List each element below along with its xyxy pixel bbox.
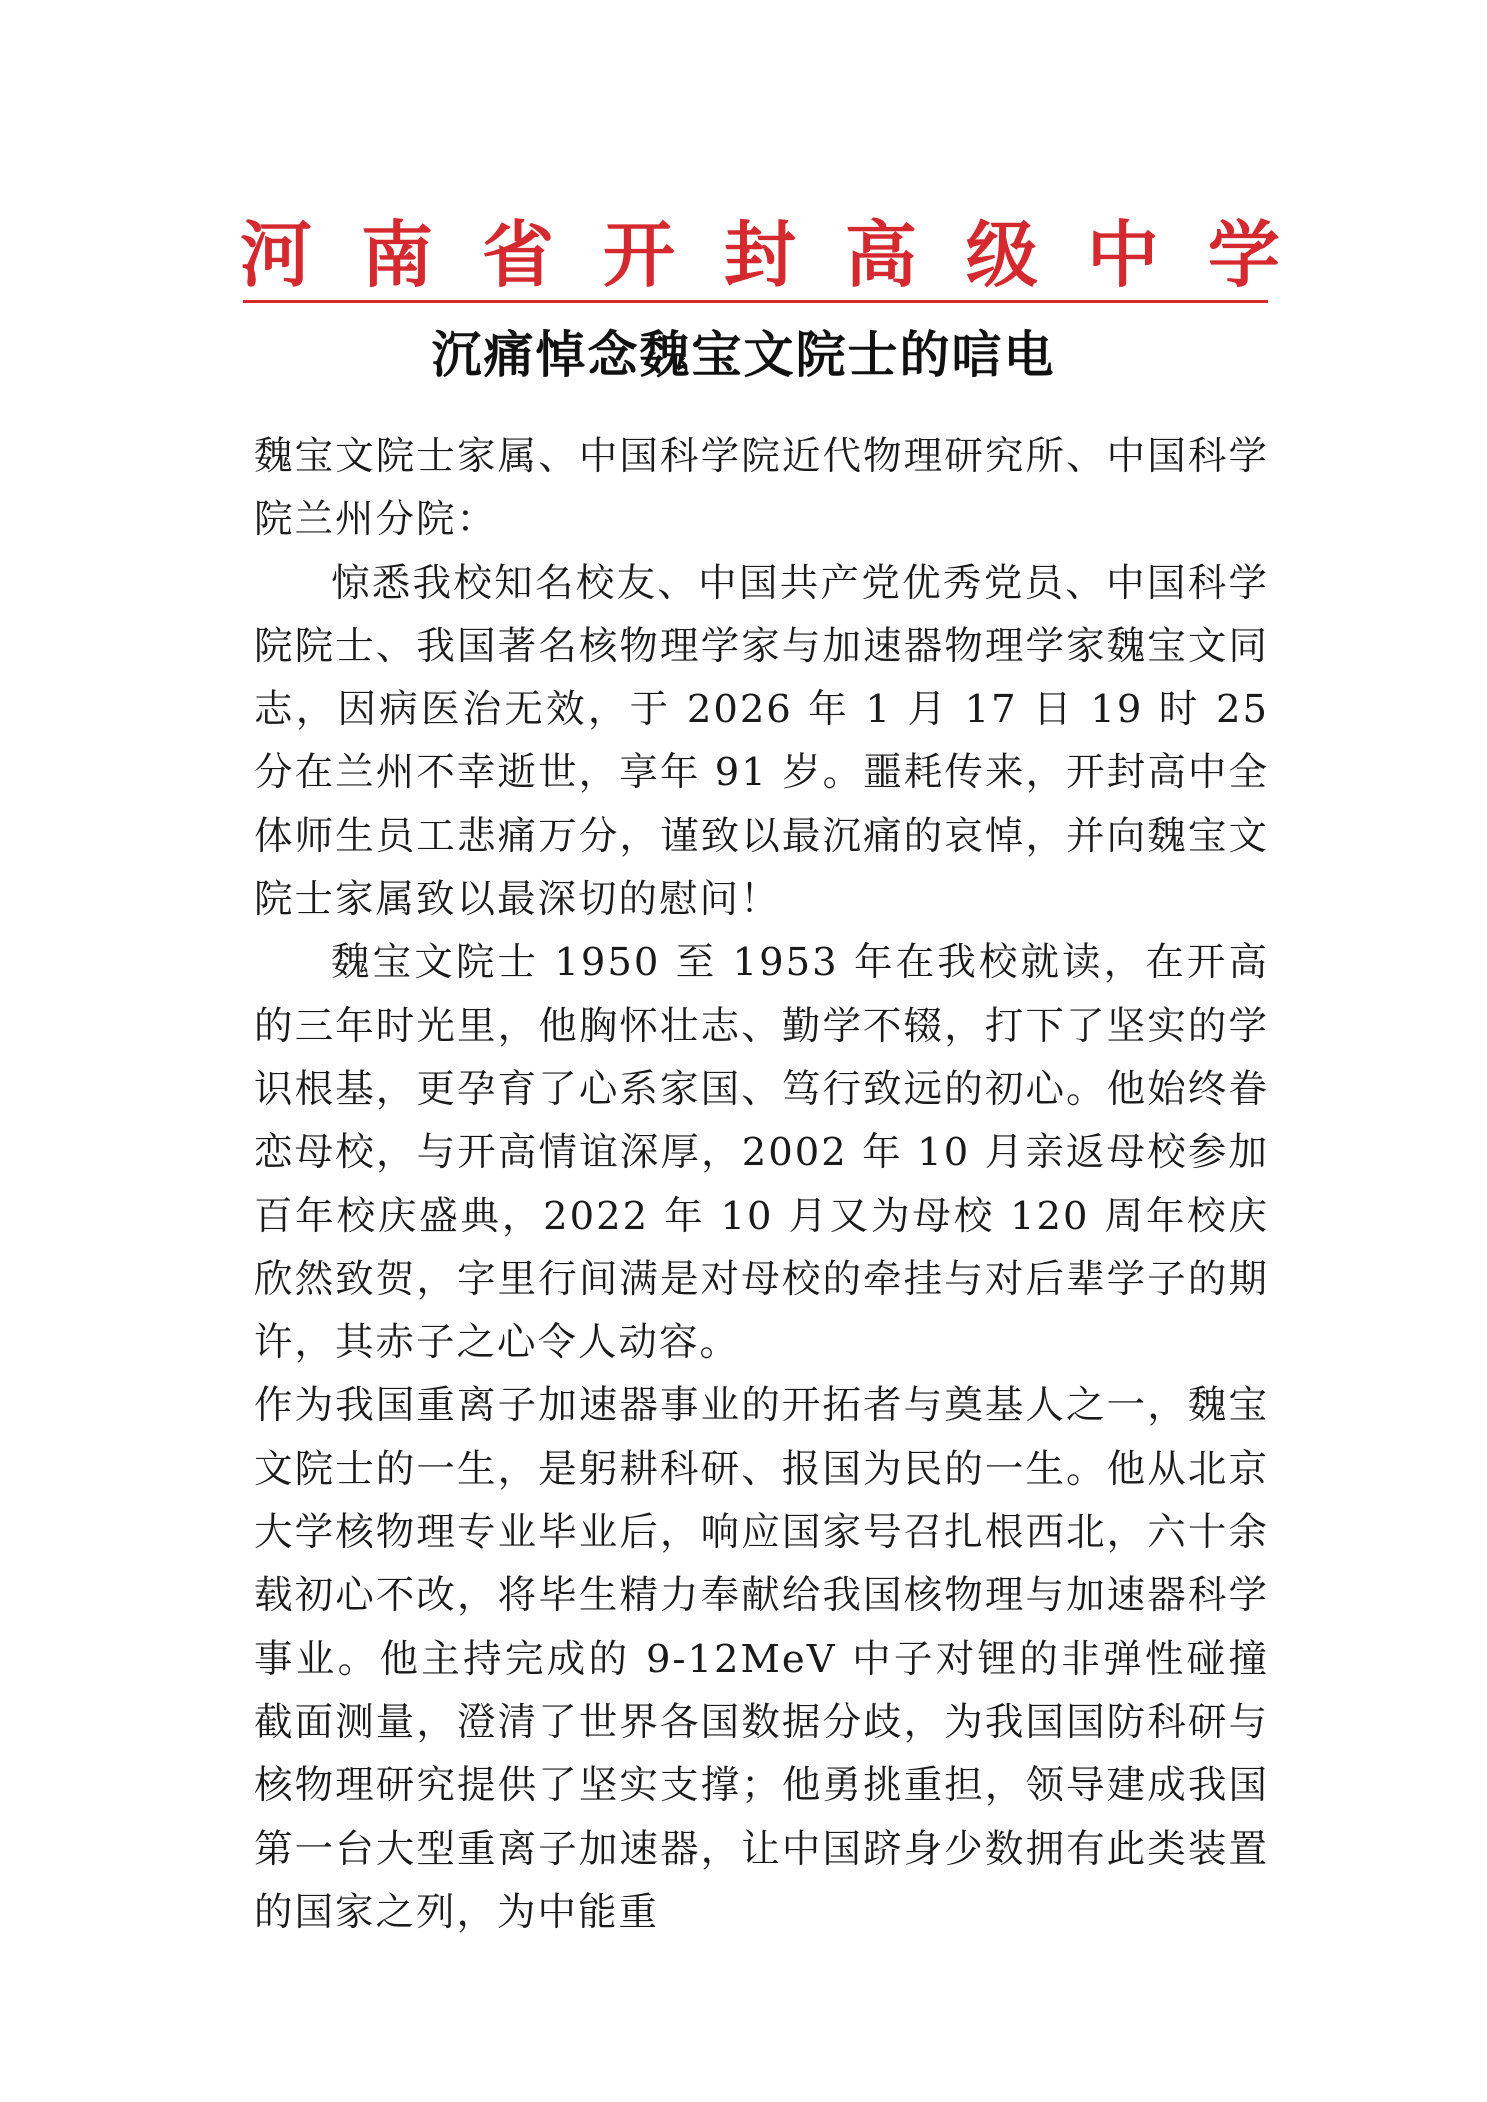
document-body bbox=[254, 425, 1269, 1944]
letterhead-red-rule bbox=[243, 300, 1268, 303]
letterhead-char: 高 bbox=[844, 213, 917, 297]
letterhead-char: 级 bbox=[965, 213, 1038, 297]
letterhead-char: 中 bbox=[1086, 213, 1159, 297]
document-title: 沉痛悼念魏宝文院士的唁电 bbox=[431, 326, 1056, 384]
letterhead-char: 省 bbox=[481, 213, 554, 297]
salutation: 魏宝文院士家属、中国科学院近代物理研究所、中国科学院兰州分院： bbox=[254, 434, 1269, 543]
letterhead-char: 封 bbox=[723, 213, 796, 297]
letterhead-char: 开 bbox=[602, 213, 675, 297]
body-paragraph: 作为我国重离子加速器事业的开拓者与奠基人之一，魏宝文院士的一生，是躬耕科研、报国为民的一生。他从北京大学核物理专业毕业后，响应国家号召扎根西北，六十余载初心不改，将毕生精力奉献给我国核物理与加速器科学事业。他主持完成的 9-12MeV 中子对锂的非弹性碰撞截面测量，澄清了世界各国数据分歧，为我国国防科研与核物理研究提供了坚实支撑；他勇挑重担，领导建成我国第一台大型重离子加速器，让中国跻身少数拥有此类装置的国家之列，为中能重 bbox=[254, 1383, 1269, 1935]
letterhead-char: 学 bbox=[1207, 213, 1280, 297]
body-paragraph: 魏宝文院士 1950 至 1953 年在我校就读，在开高的三年时光里，他胸怀壮志、勤学不辍，打下了坚实的学识根基，更孕育了心系家国、笃行致远的初心。他始终眷恋母校，与开高情谊深厚，2002 年 10 月亲返母校参加百年校庆盛典，2022 年 10 月又为母校 120 周年校庆欣然致贺，字里行间满是对母校的牵挂与对后辈学子的期许，其赤子之心令人动容。 bbox=[254, 940, 1269, 1366]
letterhead-char: 南 bbox=[360, 213, 433, 297]
body-paragraph: 惊悉我校知名校友、中国共产党优秀党员、中国科学院院士、我国著名核物理学家与加速器物理学家魏宝文同志，因病医治无效，于 2026 年 1 月 17 日 19 时 25 分在兰州不幸逝世，享年 91 岁。噩耗传来，开封高中全体师生员工悲痛万分，谨致以最沉痛的哀悼，并向魏宝文院士家属致以最深切的慰问！ bbox=[254, 560, 1269, 923]
letterhead-char: 河 bbox=[240, 213, 313, 297]
letterhead-school-name bbox=[240, 205, 1280, 305]
